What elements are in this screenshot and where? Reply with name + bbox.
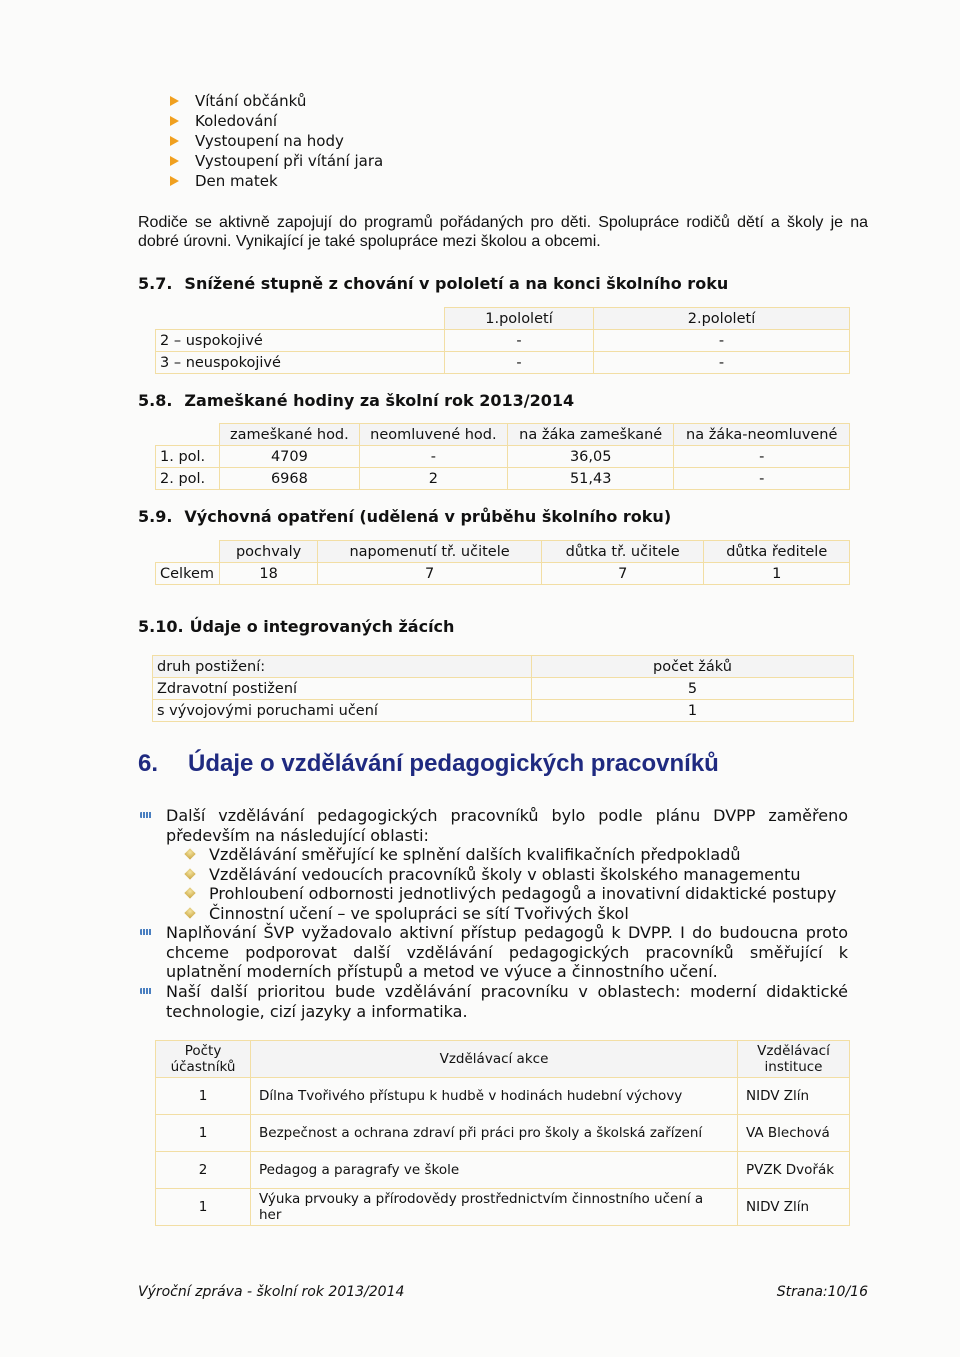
list-item: Naší další prioritou bude vzdělávání pracovníku v oblastech: moderní didaktické technologie, cizí jazyky a informatika.	[140, 982, 848, 1021]
table-header-row: pochvaly napomenutí tř. učitele důtka tř. učitele důtka ředitele	[156, 541, 850, 563]
list-item: Vystoupení při vítání jara	[170, 151, 383, 171]
arrow-bullet-icon	[170, 156, 179, 166]
list-item: Vítání občánků	[170, 91, 383, 111]
list-item: Další vzdělávání pedagogických pracovníků bylo podle plánu DVPP zaměřeno především na následující oblasti:	[140, 806, 848, 845]
conduct-grades-table	[155, 307, 850, 374]
footer-document-title: Výroční zpráva - školní rok 2013/2014	[138, 1284, 405, 1300]
dotted-bullet-icon	[140, 929, 152, 935]
list-item: Prohloubení odbornosti jednotlivých pedagogů a inovativní didaktické postupy	[186, 884, 836, 904]
diamond-bullet-icon	[184, 887, 195, 898]
training-events-table	[155, 1040, 850, 1226]
table-row: 1 Bezpečnost a ochrana zdraví při práci pro školy a školská zařízení VA Blechová	[156, 1115, 850, 1152]
list-item: Vystoupení na hody	[170, 131, 383, 151]
dotted-bullet-icon	[140, 812, 152, 818]
list-item: Den matek	[170, 171, 383, 191]
diamond-bullet-icon	[184, 907, 195, 918]
section-heading-6: 6. Údaje o vzdělávání pedagogických pracovníků	[138, 750, 719, 777]
table-row: s vývojovými poruchami učení 1	[153, 700, 854, 722]
activity-list	[170, 91, 383, 191]
integrated-pupils-table	[152, 655, 854, 722]
section-heading-5-10: 5.10. Údaje o integrovaných žácích	[138, 617, 455, 636]
table-row: 1 Dílna Tvořivého přístupu k hudbě v hodinách hudební výchovy NIDV Zlín	[156, 1078, 850, 1115]
table-row: 1. pol. 4709 - 36,05 -	[156, 446, 850, 468]
table-row: 2 – uspokojivé - -	[156, 330, 850, 352]
table-header-row: 1.pololetí 2.pololetí	[156, 308, 850, 330]
table-row: Celkem 18 7 7 1	[156, 563, 850, 585]
table-row: 3 – neuspokojivé - -	[156, 352, 850, 374]
list-item: Vzdělávání vedoucích pracovníků školy v oblasti školského managementu	[186, 865, 836, 885]
list-item: Koledování	[170, 111, 383, 131]
arrow-bullet-icon	[170, 176, 179, 186]
arrow-bullet-icon	[170, 136, 179, 146]
table-header-row: druh postižení: počet žáků	[153, 656, 854, 678]
table-header-row: zameškané hod. neomluvené hod. na žáka zameškané na žáka-neomluvené	[156, 424, 850, 446]
diamond-bullet-icon	[184, 848, 195, 859]
disciplinary-measures-table	[155, 540, 850, 585]
table-row: 2. pol. 6968 2 51,43 -	[156, 468, 850, 490]
footer-page-number: Strana:10/16	[776, 1284, 868, 1300]
table-row: Zdravotní postižení 5	[153, 678, 854, 700]
list-item: Činnostní učení – ve spolupráci se sítí Tvořivých škol	[186, 904, 836, 924]
missed-hours-table	[155, 423, 850, 490]
section-heading-5-9: 5.9. Výchovná opatření (udělená v průběhu školního roku)	[138, 507, 672, 526]
table-header-row: Počty účastníků Vzdělávací akce Vzdělávací instituce	[156, 1041, 850, 1078]
section-heading-5-7: 5.7. Snížené stupně z chování v pololetí a na konci školního roku	[138, 274, 729, 293]
list-item: Vzdělávání směřující ke splnění dalších kvalifikačních předpokladů	[186, 845, 836, 865]
table-row: 2 Pedagog a paragrafy ve škole PVZK Dvořák	[156, 1152, 850, 1189]
intro-paragraph: Rodiče se aktivně zapojují do programů pořádaných pro děti. Spolupráce rodičů dětí a školy je na dobré úrovni. Vynikající je také spolupráce mezi školou a obcemi.	[138, 214, 868, 250]
diamond-bullet-icon	[184, 868, 195, 879]
sub-list	[186, 845, 836, 923]
arrow-bullet-icon	[170, 96, 179, 106]
dotted-bullet-icon	[140, 988, 152, 994]
arrow-bullet-icon	[170, 116, 179, 126]
section-heading-5-8: 5.8. Zameškané hodiny za školní rok 2013/2014	[138, 391, 575, 410]
table-row: 1 Výuka prvouky a přírodovědy prostřednictvím činnostního učení a her NIDV Zlín	[156, 1189, 850, 1226]
list-item: Naplňování ŠVP vyžadovalo aktivní přístup pedagogů k DVPP. I do budoucna proto chceme podporovat další vzdělávání pedagogických pracovníků směřující k uplatnění moderních přístupů a metod ve výuce a činnostního učení.	[140, 923, 848, 982]
